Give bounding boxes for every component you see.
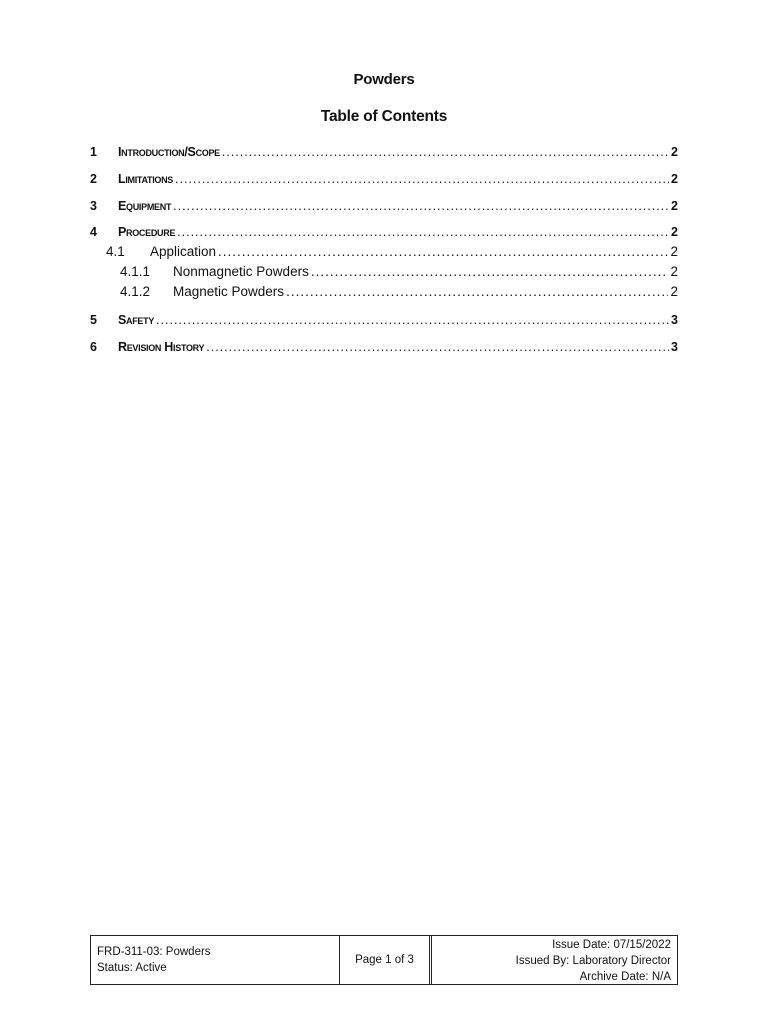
toc-entry-label: Procedure (118, 225, 176, 239)
toc-entry-page: 2 (671, 172, 678, 186)
footer-archive-date: Archive Date: N/A (579, 971, 671, 983)
toc-entry-page: 3 (671, 340, 678, 354)
toc-entry-page: 3 (671, 313, 678, 327)
document-footer (90, 935, 678, 985)
toc-dot-leader (286, 284, 668, 299)
toc-dot-leader (175, 172, 669, 186)
toc-entry-number: 4.1 (106, 244, 125, 259)
toc-entry-revision-history[interactable] (90, 340, 678, 360)
toc-entry-number: 3 (90, 199, 97, 213)
document-title: Powders (353, 71, 415, 88)
toc-entry-page: 2 (670, 264, 678, 279)
toc-entry-label: Revision History (118, 340, 205, 354)
footer-document-info (91, 936, 340, 984)
toc-entry-number: 6 (90, 340, 97, 354)
toc-entry-nonmagnetic-powders[interactable] (120, 264, 678, 284)
toc-entry-number: 5 (90, 313, 97, 327)
footer-issued-by: Issued By: Laboratory Director (515, 955, 671, 967)
toc-entry-page: 2 (670, 244, 678, 259)
toc-dot-leader (156, 313, 669, 327)
toc-entry-application[interactable] (106, 244, 678, 264)
toc-entry-label: Safety (118, 313, 155, 327)
toc-entry-label: Introduction/Scope (118, 145, 220, 159)
footer-doc-id: FRD-311-03: Powders (97, 946, 211, 958)
table-of-contents (0, 0, 768, 400)
toc-entry-number: 4.1.2 (120, 284, 151, 299)
footer-page-number: Page 1 of 3 (355, 954, 414, 966)
footer-page-cell (340, 936, 430, 984)
toc-dot-leader (218, 244, 668, 259)
toc-entry-procedure[interactable] (90, 225, 678, 245)
footer-issue-info (432, 936, 677, 984)
toc-entry-label: Application (150, 244, 217, 259)
toc-entry-number: 2 (90, 172, 97, 186)
toc-entry-magnetic-powders[interactable] (120, 284, 678, 304)
toc-heading: Table of Contents (320, 108, 448, 125)
footer-status: Status: Active (97, 962, 167, 974)
toc-entry-label: Magnetic Powders (173, 284, 285, 299)
toc-entry-page: 2 (671, 225, 678, 239)
toc-dot-leader (311, 264, 669, 279)
toc-dot-leader (173, 199, 669, 213)
toc-entry-safety[interactable] (90, 313, 678, 333)
toc-entry-introduction-scope[interactable] (90, 145, 678, 165)
footer-issue-date: Issue Date: 07/15/2022 (552, 939, 671, 951)
toc-entry-label: Limitations (118, 172, 173, 186)
toc-entry-equipment[interactable] (90, 199, 678, 219)
toc-dot-leader (206, 340, 669, 354)
toc-entry-page: 2 (671, 199, 678, 213)
toc-entry-number: 1 (90, 145, 97, 159)
toc-entry-label: Nonmagnetic Powders (173, 264, 309, 279)
toc-entry-page: 2 (671, 145, 678, 159)
toc-dot-leader (177, 225, 669, 239)
toc-dot-leader (222, 145, 669, 159)
toc-entry-limitations[interactable] (90, 172, 678, 192)
toc-entry-label: Equipment (118, 199, 172, 213)
toc-entry-number: 4 (90, 225, 97, 239)
toc-entry-page: 2 (670, 284, 678, 299)
toc-entry-number: 4.1.1 (120, 264, 151, 279)
